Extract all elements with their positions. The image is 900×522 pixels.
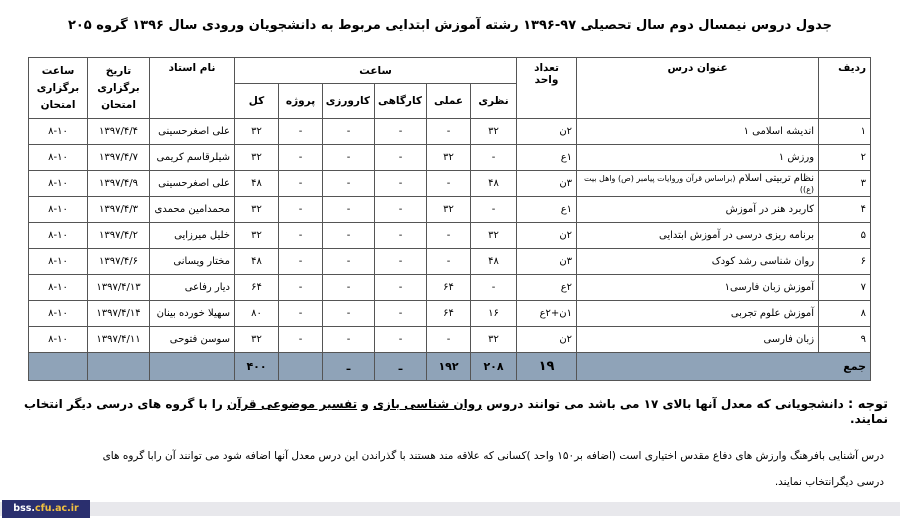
workshop-hours: - bbox=[375, 223, 427, 249]
course-title: کاربرد هنر در آموزش bbox=[577, 197, 819, 223]
unit-count: ۱ن+۲ع bbox=[517, 301, 577, 327]
exam-date: ۱۳۹۷/۴/۱۴ bbox=[88, 301, 150, 327]
professor-name: محمدامین محمدی bbox=[150, 197, 235, 223]
theory-hours: - bbox=[471, 197, 517, 223]
site-logo-main: bss. bbox=[13, 503, 35, 514]
project-hours: - bbox=[279, 275, 323, 301]
total-hours: ۳۲ bbox=[235, 197, 279, 223]
exam-time: ۸-۱۰ bbox=[29, 249, 88, 275]
course-title: آموزش علوم تجربی bbox=[577, 301, 819, 327]
total-hours: ۴۸ bbox=[235, 171, 279, 197]
internship-hours: - bbox=[323, 197, 375, 223]
row-num: ۱ bbox=[819, 119, 871, 145]
internship-hours: - bbox=[323, 275, 375, 301]
exam-time: ۸-۱۰ bbox=[29, 275, 88, 301]
project-hours: - bbox=[279, 171, 323, 197]
exam-time: ۸-۱۰ bbox=[29, 327, 88, 353]
course-title: زبان فارسی bbox=[577, 327, 819, 353]
workshop-hours: - bbox=[375, 275, 427, 301]
professor-name: شیلرقاسم کریمی bbox=[150, 145, 235, 171]
header-row-1 bbox=[29, 58, 871, 84]
exam-date: ۱۳۹۷/۴/۷ bbox=[88, 145, 150, 171]
totals-date bbox=[88, 353, 150, 381]
professor-name: سوسن فتوحی bbox=[150, 327, 235, 353]
course-table bbox=[28, 57, 871, 381]
course-title: برنامه ریزی درسی در آموزش ابتدایی bbox=[577, 223, 819, 249]
professor-name: سهیلا خورده بینان bbox=[150, 301, 235, 327]
header-course: عنوان درس bbox=[577, 58, 819, 119]
internship-hours: - bbox=[323, 171, 375, 197]
header-exam-time: ساعت برگزاری امتحان bbox=[29, 58, 88, 119]
practical-hours: - bbox=[427, 249, 471, 275]
professor-name: خلیل میرزایی bbox=[150, 223, 235, 249]
practical-hours: - bbox=[427, 327, 471, 353]
footer-bar bbox=[0, 502, 900, 516]
unit-count: ۳ن bbox=[517, 249, 577, 275]
project-hours: - bbox=[279, 197, 323, 223]
theory-hours: ۱۶ bbox=[471, 301, 517, 327]
exam-date: ۱۳۹۷/۴/۲ bbox=[88, 223, 150, 249]
note-attention bbox=[8, 397, 888, 426]
theory-hours: ۳۲ bbox=[471, 327, 517, 353]
exam-time: ۸-۱۰ bbox=[29, 145, 88, 171]
exam-time: ۸-۱۰ bbox=[29, 223, 88, 249]
row-num: ۹ bbox=[819, 327, 871, 353]
unit-count: ۱ع bbox=[517, 145, 577, 171]
professor-name: علی اصغرحسینی bbox=[150, 171, 235, 197]
note-course-play-psychology: روان شناسی بازی bbox=[372, 397, 483, 411]
workshop-hours: - bbox=[375, 197, 427, 223]
unit-count: ۲ن bbox=[517, 119, 577, 145]
header-theory: نظری bbox=[471, 84, 517, 119]
table-row bbox=[29, 249, 871, 275]
total-hours: ۳۲ bbox=[235, 327, 279, 353]
internship-hours: - bbox=[323, 301, 375, 327]
header-exam-date: تاریخ برگزاری امتحان bbox=[88, 58, 150, 119]
workshop-hours: - bbox=[375, 249, 427, 275]
internship-hours: - bbox=[323, 249, 375, 275]
professor-name: دیار رفاعی bbox=[150, 275, 235, 301]
header-hours: ساعت bbox=[235, 58, 517, 84]
note-attention-part1: دانشجویانی که معدل آنها بالای ۱۷ می باشد می توانند دروس bbox=[482, 397, 848, 411]
row-num: ۵ bbox=[819, 223, 871, 249]
note-elective-line2: درسی دیگرانتخاب نمایند. bbox=[774, 476, 884, 488]
course-title: اندیشه اسلامی ۱ bbox=[577, 119, 819, 145]
table-row bbox=[29, 223, 871, 249]
exam-time: ۸-۱۰ bbox=[29, 171, 88, 197]
total-hours: ۶۴ bbox=[235, 275, 279, 301]
table-row bbox=[29, 197, 871, 223]
course-title: ورزش ۱ bbox=[577, 145, 819, 171]
project-hours: - bbox=[279, 119, 323, 145]
totals-row bbox=[29, 353, 871, 381]
note-course-quran-tafsir: تفسیر موضوعی قرآن bbox=[226, 397, 358, 411]
exam-date: ۱۳۹۷/۴/۱۱ bbox=[88, 327, 150, 353]
exam-date: ۱۳۹۷/۴/۴ bbox=[88, 119, 150, 145]
total-hours: ۳۲ bbox=[235, 119, 279, 145]
exam-time: ۸-۱۰ bbox=[29, 301, 88, 327]
note-attention-head: توجه : bbox=[847, 397, 888, 412]
total-hours: ۳۲ bbox=[235, 145, 279, 171]
internship-hours: - bbox=[323, 119, 375, 145]
practical-hours: ۳۲ bbox=[427, 197, 471, 223]
site-logo-accent: cfu.ac.ir bbox=[34, 503, 79, 514]
totals-theory: ۲۰۸ bbox=[471, 353, 517, 381]
internship-hours: - bbox=[323, 145, 375, 171]
row-num: ۶ bbox=[819, 249, 871, 275]
table-row bbox=[29, 171, 871, 197]
totals-workshop: ـ bbox=[375, 353, 427, 381]
practical-hours: - bbox=[427, 171, 471, 197]
row-num: ۳ bbox=[819, 171, 871, 197]
row-num: ۴ bbox=[819, 197, 871, 223]
row-num: ۲ bbox=[819, 145, 871, 171]
totals-professor bbox=[150, 353, 235, 381]
theory-hours: ۳۲ bbox=[471, 119, 517, 145]
exam-time: ۸-۱۰ bbox=[29, 119, 88, 145]
practical-hours: ۶۴ bbox=[427, 275, 471, 301]
note-elective bbox=[14, 443, 884, 495]
workshop-hours: - bbox=[375, 171, 427, 197]
practical-hours: ۶۴ bbox=[427, 301, 471, 327]
totals-hours: ۴۰۰ bbox=[235, 353, 279, 381]
total-hours: ۳۲ bbox=[235, 223, 279, 249]
project-hours: - bbox=[279, 301, 323, 327]
total-hours: ۴۸ bbox=[235, 249, 279, 275]
header-internship: کارورزی bbox=[323, 84, 375, 119]
note-attention-part3: را با گروه های درسی دیگر انتخاب نمایند. bbox=[24, 397, 888, 426]
row-num: ۷ bbox=[819, 275, 871, 301]
theory-hours: ۴۸ bbox=[471, 249, 517, 275]
project-hours: - bbox=[279, 327, 323, 353]
course-title-text: نظام تربیتی اسلام bbox=[738, 172, 815, 184]
theory-hours: - bbox=[471, 145, 517, 171]
unit-count: ۲ن bbox=[517, 223, 577, 249]
header-units: تعداد واحد bbox=[517, 58, 577, 119]
total-hours: ۸۰ bbox=[235, 301, 279, 327]
project-hours: - bbox=[279, 249, 323, 275]
course-title: آموزش زبان فارسی۱ bbox=[577, 275, 819, 301]
exam-date: ۱۳۹۷/۴/۳ bbox=[88, 197, 150, 223]
note-attention-part2: و bbox=[357, 397, 373, 411]
unit-count: ۲ع bbox=[517, 275, 577, 301]
totals-units: ۱۹ bbox=[517, 353, 577, 381]
table-row bbox=[29, 327, 871, 353]
course-title: روان شناسی رشد کودک bbox=[577, 249, 819, 275]
workshop-hours: - bbox=[375, 119, 427, 145]
workshop-hours: - bbox=[375, 327, 427, 353]
table-row bbox=[29, 145, 871, 171]
internship-hours: - bbox=[323, 223, 375, 249]
note-elective-line1: درس آشنایی بافرهنگ وارزش های دفاع مقدس اختیاری است (اضافه بر۱۵۰ واحد )کسانی که علاقه مند هستند با گذراندن این درس معدل آنها اضافه شود می توانند آن رابا گروه های bbox=[102, 450, 884, 462]
table-row bbox=[29, 275, 871, 301]
project-hours: - bbox=[279, 223, 323, 249]
project-hours: - bbox=[279, 145, 323, 171]
totals-practical: ۱۹۲ bbox=[427, 353, 471, 381]
workshop-hours: - bbox=[375, 145, 427, 171]
totals-label: جمع bbox=[577, 353, 871, 381]
unit-count: ۳ن bbox=[517, 171, 577, 197]
theory-hours: - bbox=[471, 275, 517, 301]
professor-name: علی اصغرحسینی bbox=[150, 119, 235, 145]
header-workshop: کارگاهی bbox=[375, 84, 427, 119]
theory-hours: ۴۸ bbox=[471, 171, 517, 197]
unit-count: ۲ن bbox=[517, 327, 577, 353]
practical-hours: ۳۲ bbox=[427, 145, 471, 171]
practical-hours: - bbox=[427, 223, 471, 249]
workshop-hours: - bbox=[375, 301, 427, 327]
header-professor: نام استاد bbox=[150, 58, 235, 119]
table-row bbox=[29, 119, 871, 145]
header-row-num: ردیف bbox=[819, 58, 871, 119]
theory-hours: ۳۲ bbox=[471, 223, 517, 249]
totals-internship: ـ bbox=[323, 353, 375, 381]
table-row bbox=[29, 301, 871, 327]
course-title-note: (براساس قرآن وروایات پیامبر (ص) واهل بیت (ع)) bbox=[584, 173, 815, 194]
totals-time bbox=[29, 353, 88, 381]
header-practical: عملی bbox=[427, 84, 471, 119]
header-total: کل bbox=[235, 84, 279, 119]
exam-date: ۱۳۹۷/۴/۶ bbox=[88, 249, 150, 275]
exam-date: ۱۳۹۷/۴/۹ bbox=[88, 171, 150, 197]
course-title bbox=[577, 171, 819, 197]
internship-hours: - bbox=[323, 327, 375, 353]
exam-time: ۸-۱۰ bbox=[29, 197, 88, 223]
site-logo bbox=[2, 500, 90, 518]
page-title: جدول دروس نیمسال دوم سال تحصیلی ۹۷-۱۳۹۶ رشته آموزش ابتدایی مربوط به دانشجویان ورودی سال ۱۳۹۶ گروه ۲۰۵ bbox=[67, 18, 833, 33]
totals-project bbox=[279, 353, 323, 381]
professor-name: مختار ویسانی bbox=[150, 249, 235, 275]
header-project: پروژه bbox=[279, 84, 323, 119]
practical-hours: - bbox=[427, 119, 471, 145]
unit-count: ۱ع bbox=[517, 197, 577, 223]
exam-date: ۱۳۹۷/۴/۱۳ bbox=[88, 275, 150, 301]
row-num: ۸ bbox=[819, 301, 871, 327]
